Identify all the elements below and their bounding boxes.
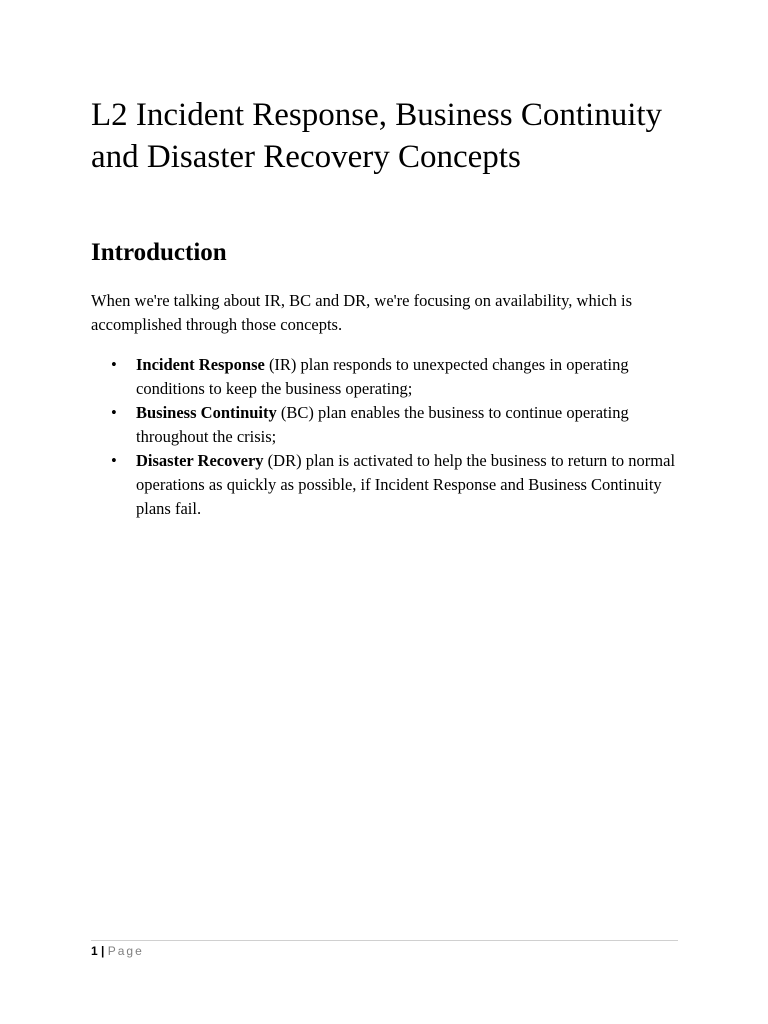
bullet-text: (BC) plan enables the business to continue operating throughout the crisis;: [136, 403, 629, 446]
intro-paragraph: When we're talking about IR, BC and DR, we're focusing on availability, which is accomplished through those concepts.: [91, 291, 633, 334]
page-number: 1: [91, 944, 98, 958]
bullet-term: Disaster Recovery: [136, 451, 264, 470]
document-title: L2 Incident Response, Business Continuity and Disaster Recovery Concepts: [91, 97, 663, 175]
bullet-item-business-continuity: [91, 401, 681, 449]
section-heading-introduction: Introduction: [91, 239, 227, 266]
bullet-item-disaster-recovery: [91, 449, 681, 521]
bullet-term: Incident Response: [136, 355, 265, 374]
concept-bullet-list: [91, 353, 681, 521]
bullet-dot-icon: •: [111, 355, 117, 374]
footer-separator: |: [97, 944, 108, 958]
bullet-term: Business Continuity: [136, 403, 277, 422]
bullet-text: (DR) plan is activated to help the business to return to normal operations as quickly as possible, if Incident Response and Business Continuity plans fail.: [136, 451, 676, 518]
page-footer: [91, 943, 144, 959]
bullet-text: (IR) plan responds to unexpected changes in operating conditions to keep the business operating;: [136, 355, 629, 398]
bullet-dot-icon: •: [111, 403, 117, 422]
bullet-dot-icon: •: [111, 451, 117, 470]
footer-divider: [91, 940, 678, 941]
page-label: Page: [107, 944, 144, 958]
bullet-item-incident-response: [91, 353, 681, 401]
